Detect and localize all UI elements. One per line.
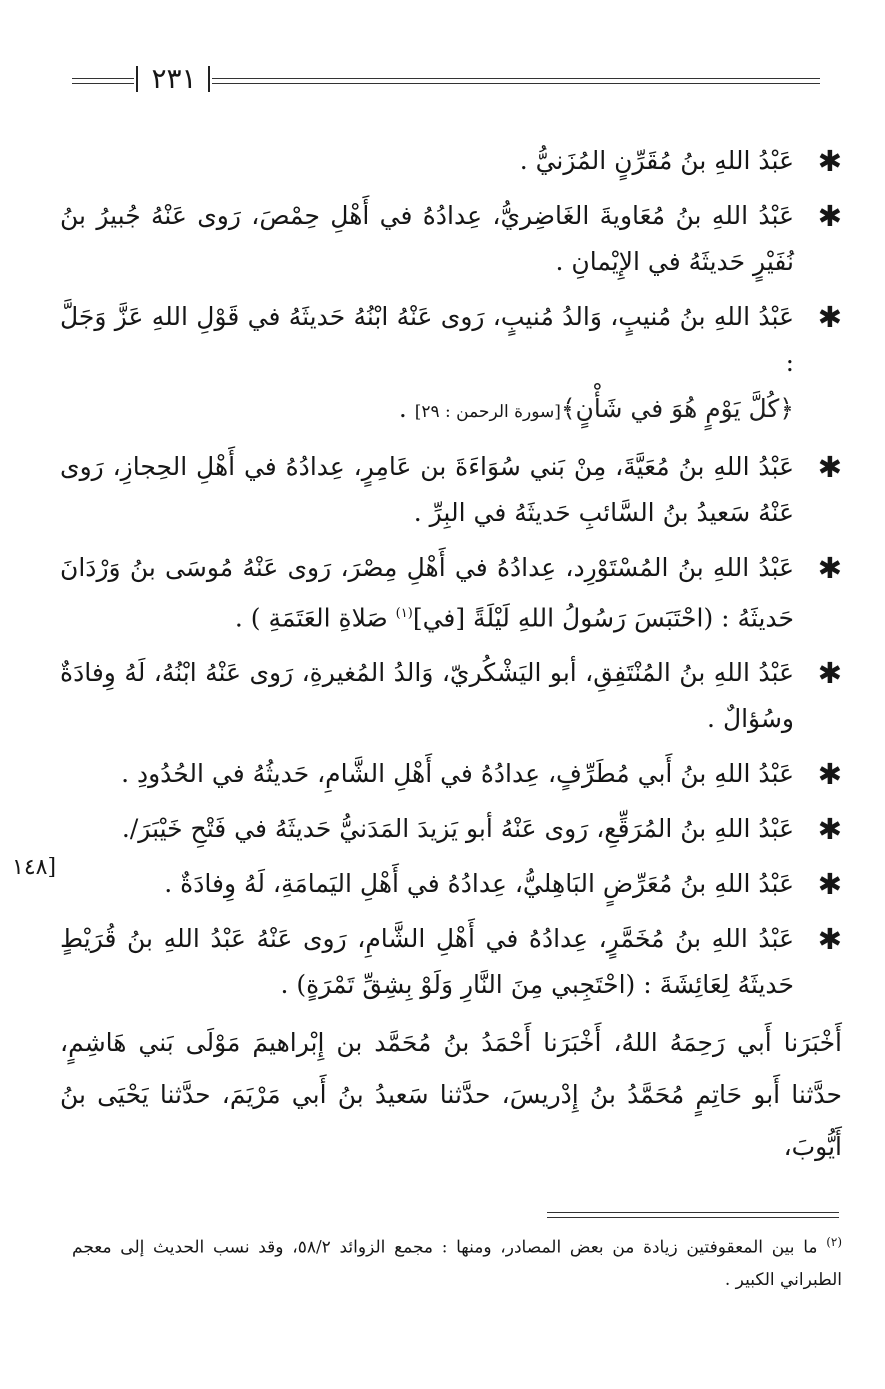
entry-text: عَبْدُ اللهِ بنُ مُقَرِّنٍ المُزَنيُّ . bbox=[519, 146, 794, 175]
entry-text: عَبْدُ اللهِ بنُ مُعَرِّضٍ البَاهِليُّ، عِدادُهُ في أَهْلِ اليَمامَةِ، لَهُ وِفادَةٌ . bbox=[164, 869, 794, 899]
list-item bbox=[60, 294, 842, 435]
page-number: ٢٣١ bbox=[151, 62, 197, 95]
bullet-star-icon: ✱ bbox=[817, 199, 842, 233]
entry-end: . bbox=[398, 394, 415, 423]
list-item bbox=[60, 916, 842, 1008]
entry-text: عَبْدُ اللهِ بنُ أَبي مُطَرِّفٍ، عِدادُهُ في أَهْلِ الشَّامِ، حَديثُهُ في الحُدُودِ . bbox=[121, 759, 794, 789]
list-item bbox=[60, 545, 842, 641]
bullet-star-icon: ✱ bbox=[817, 300, 842, 334]
page-header bbox=[72, 60, 820, 100]
header-rule-left bbox=[72, 78, 134, 84]
quran-reference: [سورة الرحمن : ٢٩] bbox=[414, 402, 561, 422]
bullet-star-icon: ✱ bbox=[817, 867, 842, 902]
bullet-star-icon: ✱ bbox=[817, 551, 842, 585]
list-item bbox=[60, 650, 842, 742]
header-bar bbox=[136, 66, 138, 92]
quran-verse: ﴿كُلَّ يَوْمٍ هُوَ في شَأْنٍ﴾ bbox=[560, 394, 794, 423]
entry-text: عَبْدُ اللهِ بنُ مُخَمَّرٍ، عِدادُهُ في أَهْلِ الشَّامِ، رَوى عَنْهُ عَبْدُ اللهِ بنُ قُرَيْطٍ حَديثَهُ لِعَائِشَةَ : (احْتَجِبي مِنَ النَّارِ وَلَوْ بِشِقِّ تَمْرَةٍ) . bbox=[60, 924, 794, 1000]
main-text bbox=[60, 138, 842, 1173]
bullet-star-icon: ✱ bbox=[817, 757, 842, 792]
header-bar bbox=[208, 66, 210, 92]
footnote-text: ما بين المعقوفتين زيادة من بعض المصادر، ومنها : مجمع الزوائد ٥٨/٢، وقد نسب الحديث إلى معجم الطبراني الكبير . bbox=[72, 1237, 842, 1290]
manuscript-page-marker: ١٤٨] bbox=[12, 855, 57, 880]
footnote bbox=[72, 1226, 842, 1296]
list-item bbox=[60, 444, 842, 536]
entry-text: عَبْدُ اللهِ بنُ مُنيبٍ، وَالدُ مُنيبٍ، رَوى عَنْهُ ابْنُهُ حَديثَهُ في قَوْلِ اللهِ عَزَّ وَجَلَّ : bbox=[60, 302, 794, 377]
bullet-star-icon: ✱ bbox=[817, 450, 842, 484]
header-rule-right bbox=[212, 78, 820, 84]
bullet-star-icon: ✱ bbox=[817, 144, 842, 178]
bullet-star-icon: ✱ bbox=[817, 922, 842, 957]
list-item bbox=[60, 138, 842, 184]
entry-text-continued: صَلاةِ العَتَمَةِ ) . bbox=[234, 603, 396, 633]
entry-text: عَبْدُ اللهِ بنُ المُنْتَفِقِ، أبو اليَشْكُريّ، وَالدُ المُغيرةِ، رَوى عَنْهُ ابْنُهُ، لَهُ وِفادَةٌ وسُؤالٌ . bbox=[60, 658, 794, 734]
footnote-reference: (١) bbox=[395, 606, 413, 621]
bullet-star-icon: ✱ bbox=[817, 812, 842, 847]
footnote-separator bbox=[547, 1212, 839, 1218]
entry-text: عَبْدُ اللهِ بنُ المُرَقِّعِ، رَوى عَنْهُ أبو يَزيدَ المَدَنيُّ حَديثَهُ في فَتْحِ خَيْبَرَ/. bbox=[121, 814, 794, 844]
list-item bbox=[60, 751, 842, 797]
narration-paragraph: أَخْبَرَنا أَبي رَحِمَهُ اللهُ، أَخْبَرَنا أَحْمَدُ بنُ مُحَمَّد بن إِبْراهيمَ مَوْلَى بَني هَاشِمٍ، حدَّثنا أَبو حَاتِمٍ مُحَمَّدُ بنُ إِدْريسَ، حدَّثنا سَعيدُ بنُ أَبي مَرْيَمَ، حدَّثنا يَحْيَى بنُ أَيُّوبَ، bbox=[60, 1028, 842, 1162]
list-item bbox=[60, 806, 842, 852]
entry-text: عَبْدُ اللهِ بنُ المُسْتَوْرِد، عِدادُهُ في أَهْلِ مِصْرَ، رَوى عَنْهُ مُوسَى بنُ وَرْدَانَ حَديثَهُ : (احْتَبَسَ رَسُولُ اللهِ لَيْلَةً [في] bbox=[60, 553, 794, 633]
list-item bbox=[60, 193, 842, 285]
entry-text: عَبْدُ اللهِ بنُ مُعَيَّةَ، مِنْ بَني سُوَاءَةَ بن عَامِرٍ، عِدادُهُ في أَهْلِ الحِجازِ، رَوى عَنْهُ سَعيدُ بنُ السَّائبِ حَديثَهُ في البِرِّ . bbox=[60, 452, 794, 527]
footnote-marker: (٢) bbox=[826, 1235, 843, 1249]
bullet-star-icon: ✱ bbox=[817, 656, 842, 691]
list-item bbox=[60, 861, 842, 907]
entry-text: عَبْدُ اللهِ بنُ مُعَاويةَ الغَاضِريُّ، عِدادُهُ في أَهْلِ حِمْصَ، رَوى عَنْهُ جُبيرُ بنُ نُفَيْرٍ حَديثَهُ في الإِيْمانِ . bbox=[60, 201, 794, 276]
